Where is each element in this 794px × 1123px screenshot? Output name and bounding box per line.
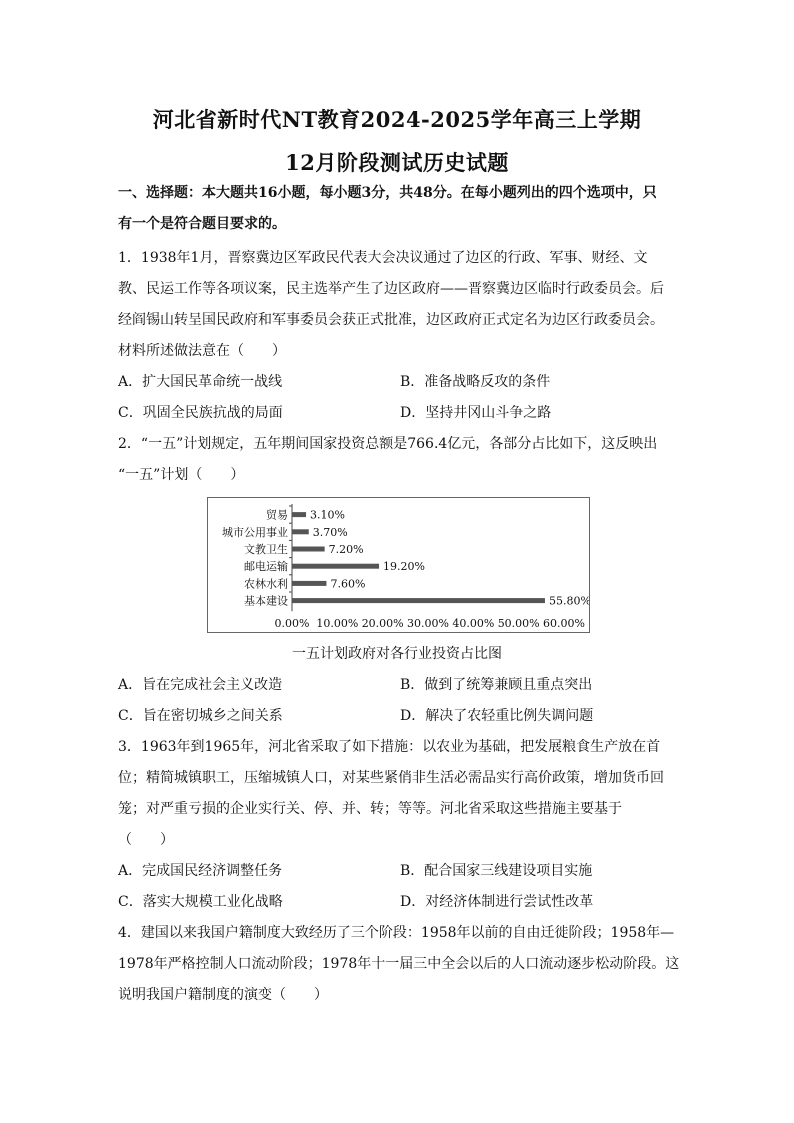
bar-1 <box>292 529 309 534</box>
bar-5 <box>292 598 545 603</box>
q1-option-d: D．坚持井冈山斗争之路 <box>400 405 552 421</box>
value-label-0: 3.10% <box>310 508 346 522</box>
value-label-2: 7.20% <box>328 543 364 556</box>
x-tick-label-0: 0.00% <box>274 617 310 631</box>
category-label-0: 贸易 <box>266 508 288 522</box>
value-label-4: 7.60% <box>330 577 366 591</box>
category-label-3: 邮电运输 <box>244 560 288 574</box>
q2-option-b: B．做到了统筹兼顾且重点突出 <box>400 677 593 693</box>
bar-0 <box>292 512 306 517</box>
q2-stem-line-1: 2．“一五”计划规定，五年期间国家投资总额是766.4亿元，各部分占比如下，这反映出 <box>118 436 658 452</box>
x-tick-label-4: 40.00% <box>452 617 495 631</box>
investment-bar-chart <box>207 497 590 633</box>
q3-option-a: A．完成国民经济调整任务 <box>118 863 283 879</box>
section-heading-line-1: 一、选择题：本大题共16小题，每小题3分，共48分。在每小题列出的四个选项中，只 <box>118 185 657 201</box>
x-tick-label-1: 10.00% <box>316 617 359 631</box>
q2-option-a: A．旨在完成社会主义改造 <box>118 677 283 693</box>
bar-2 <box>292 547 325 552</box>
bar-4 <box>292 581 326 586</box>
q3-option-c: C．落实大规模工业化战略 <box>118 894 283 910</box>
q3-option-b: B．配合国家三线建设项目实施 <box>400 863 593 879</box>
q3-stem-line-1: 3．1963年到1965年，河北省采取了如下措施：以农业为基础，把发展粮食生产放在首 <box>118 739 661 755</box>
section-heading-line-2: 有一个是符合题目要求的。 <box>118 216 286 232</box>
x-tick-label-6: 60.00% <box>543 617 585 631</box>
q1-option-a: A．扩大国民革命统一战线 <box>118 374 283 390</box>
q4-stem-line-2: 1978年严格控制人口流动阶段；1978年十一届三中全会以后的人口流动逐步松动阶段。这 <box>118 956 680 972</box>
page-title-line-1: 河北省新时代NT教育2024-2025学年高三上学期 <box>152 107 642 132</box>
value-label-5: 55.80% <box>548 594 589 608</box>
category-label-5: 基本建设 <box>244 594 288 608</box>
q3-stem-line-2: 位；精简城镇职工，压缩城镇人口，对某些紧俏非生活必需品实行高价政策，增加货币回 <box>118 770 664 786</box>
bar-3 <box>292 564 379 569</box>
bar-chart-svg <box>208 498 589 632</box>
category-label-1: 城市公用事业 <box>222 525 288 539</box>
q2-option-d: D．解决了农轻重比例失调问题 <box>400 708 594 724</box>
q1-option-c: C．巩固全民族抗战的局面 <box>118 405 283 421</box>
q2-option-c: C．旨在密切城乡之间关系 <box>118 708 283 724</box>
value-label-3: 19.20% <box>383 560 425 574</box>
q3-option-d: D．对经济体制进行尝试性改革 <box>400 894 594 910</box>
x-tick-label-3: 30.00% <box>407 617 449 631</box>
q1-option-b: B．准备战略反攻的条件 <box>400 374 551 390</box>
q4-stem-line-3: 说明我国户籍制度的演变（ ） <box>118 987 328 1003</box>
x-tick-label-2: 20.00% <box>361 617 404 631</box>
q1-stem-line-4: 材料所述做法意在（ ） <box>118 343 286 359</box>
category-label-2: 文教卫生 <box>244 543 288 556</box>
q3-stem-line-4: （ ） <box>118 832 174 848</box>
chart-caption: 一五计划政府对各行业投资占比图 <box>292 646 502 662</box>
q4-stem-line-1: 4．建国以来我国户籍制度大致经历了三个阶段：1958年以前的自由迁徙阶段；1958年— <box>118 925 675 941</box>
q2-stem-line-2: “一五”计划（ ） <box>118 467 245 483</box>
q1-stem-line-2: 教、民运工作等各项议案，民主选举产生了边区政府——晋察冀边区临时行政委员会。后 <box>118 281 664 297</box>
page-title-line-2: 12月阶段测试历史试题 <box>285 150 509 175</box>
q1-stem-line-1: 1．1938年1月，晋察冀边区军政民代表大会决议通过了边区的行政、军事、财经、文 <box>118 250 648 266</box>
q3-stem-line-3: 笼；对严重亏损的企业实行关、停、并、转；等等。河北省采取这些措施主要基于 <box>118 801 622 817</box>
category-label-4: 农林水利 <box>244 577 288 591</box>
value-label-1: 3.70% <box>312 525 348 539</box>
q1-stem-line-3: 经阎锡山转呈国民政府和军事委员会获正式批准，边区政府正式定名为边区行政委员会。 <box>118 312 664 328</box>
x-tick-label-5: 50.00% <box>497 617 540 631</box>
